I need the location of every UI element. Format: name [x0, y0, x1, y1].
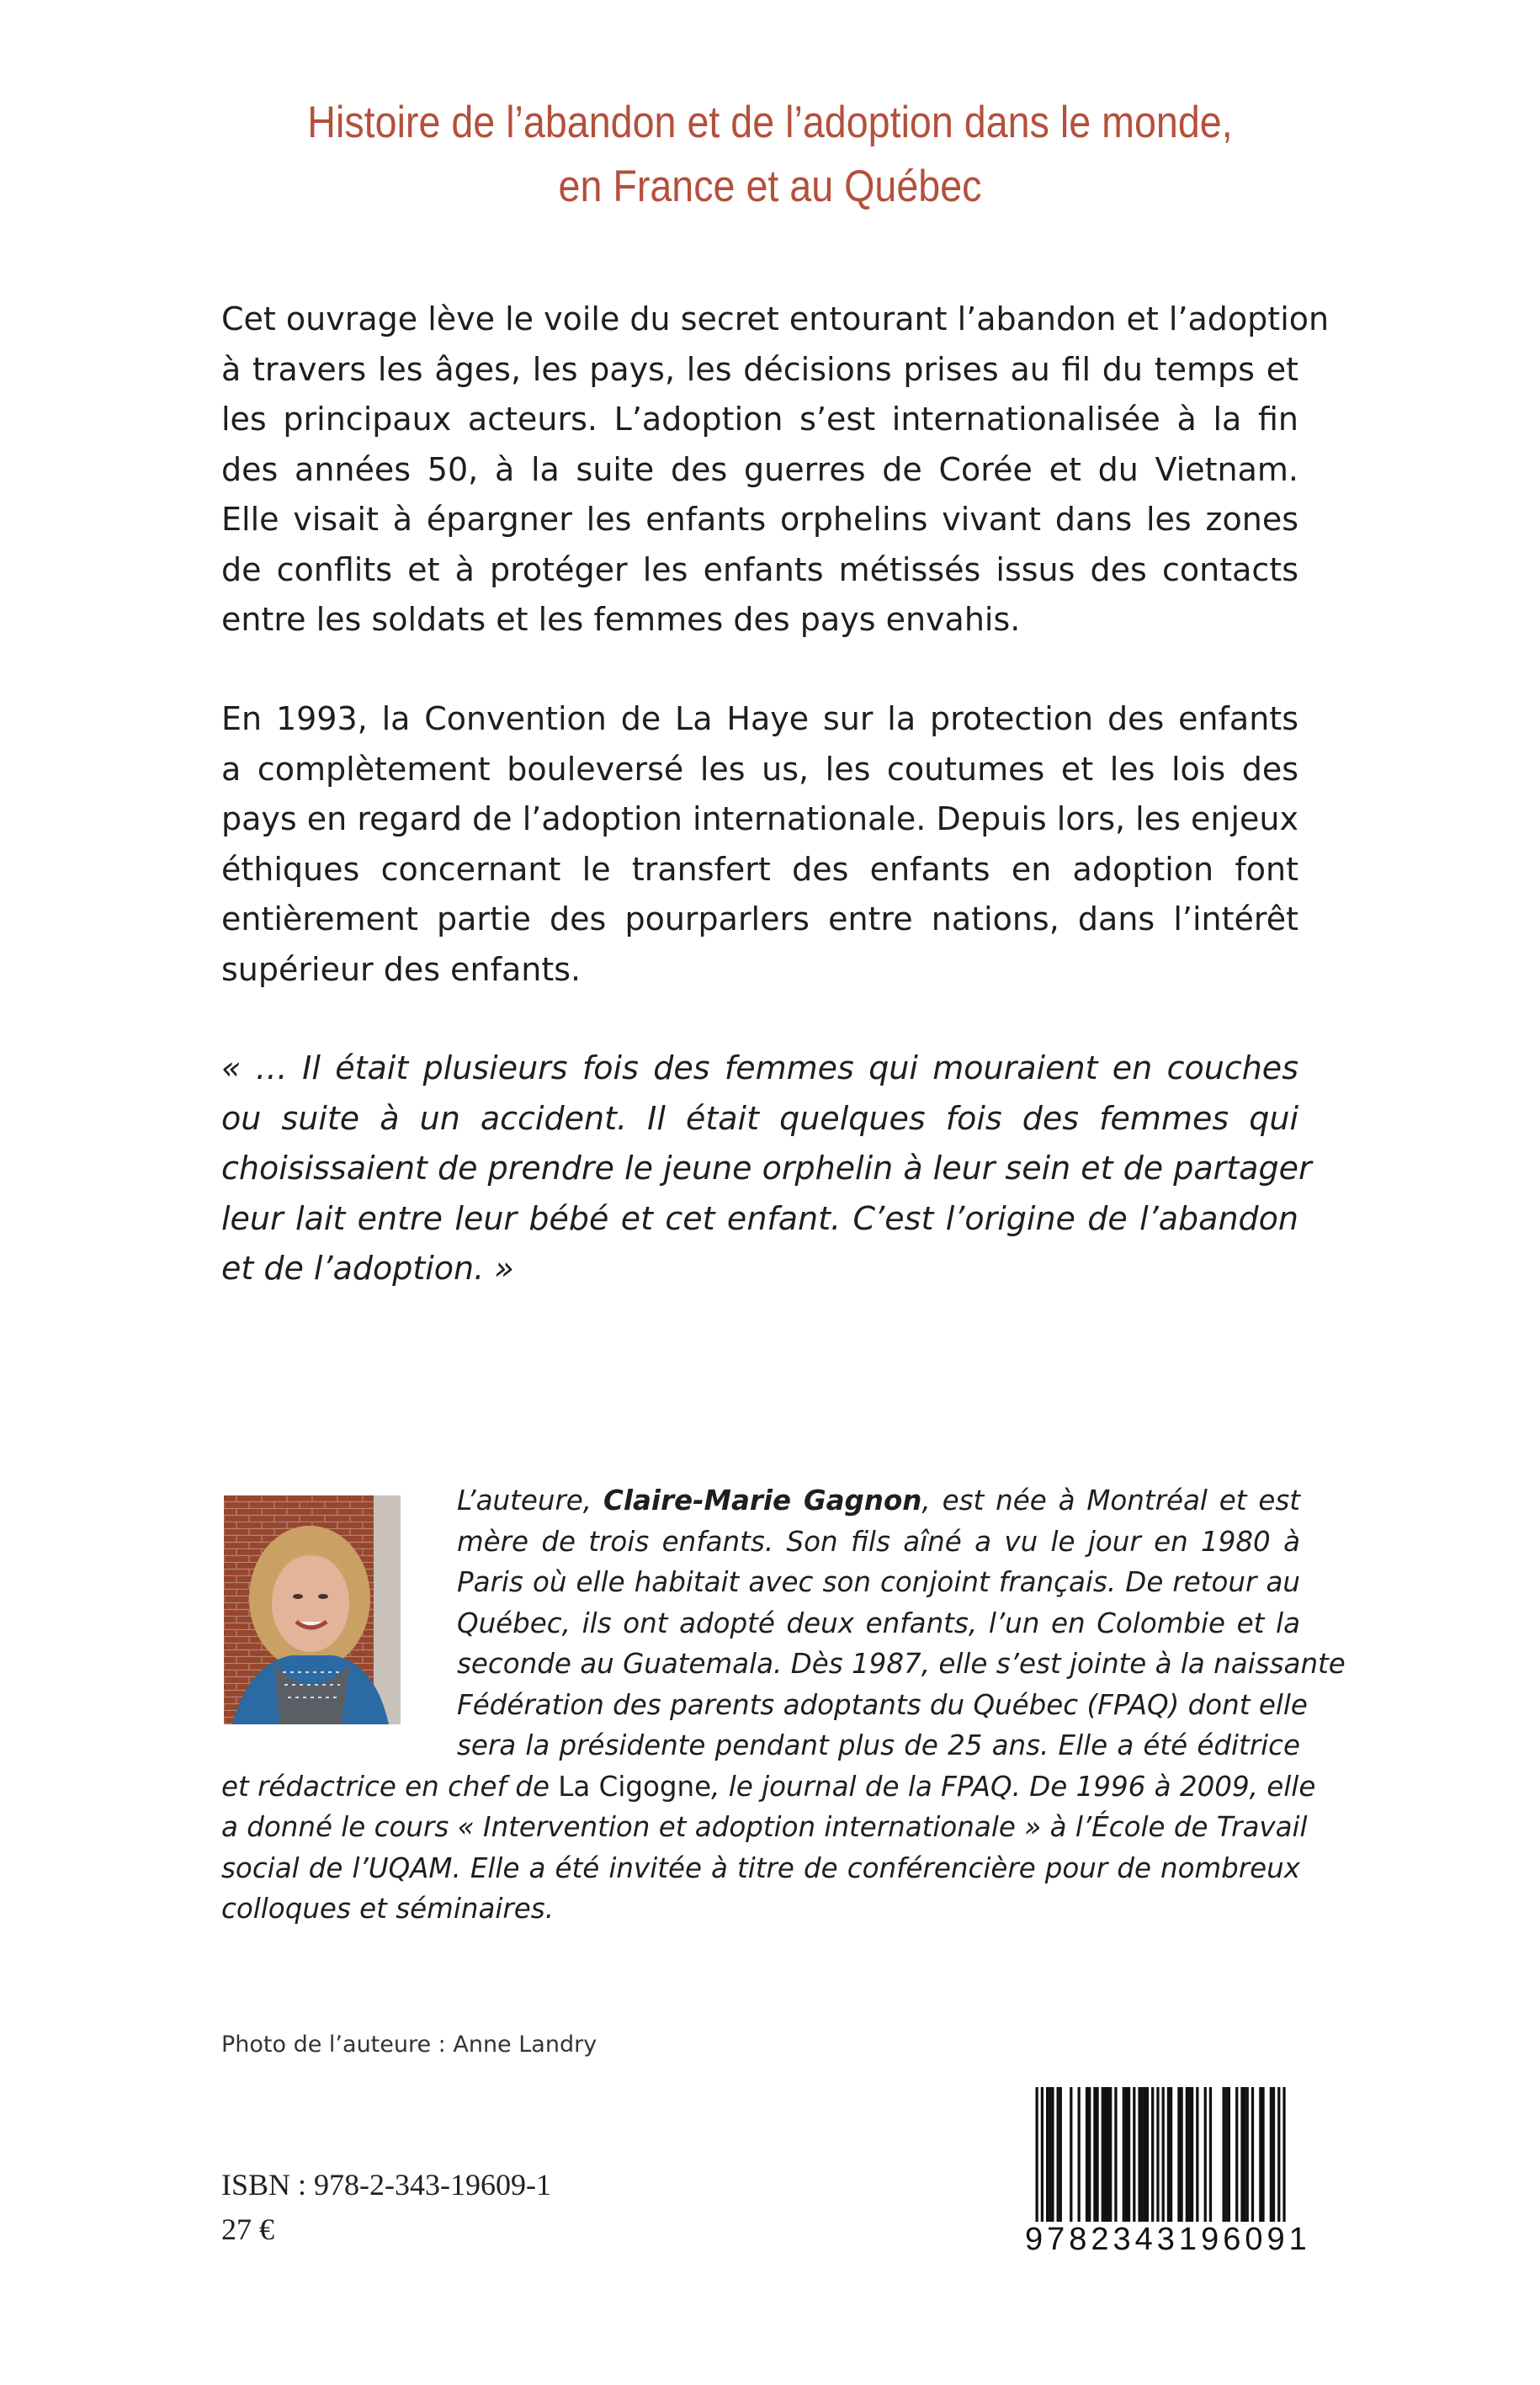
title-line-1: Histoire de l’abandon et de l’adoption dans le monde,: [307, 98, 1233, 147]
bio-text: L’auteure,: [457, 1485, 603, 1517]
author-bio: [221, 1480, 1346, 1930]
text-line: à travers les âges, les pays, les décisions prises au fil du temps et: [221, 350, 1298, 388]
text-line: les principaux acteurs. L’adoption s’est internationalisée à la fin: [221, 401, 1298, 438]
text-line: entre les soldats et les femmes des pays envahis.: [221, 601, 1021, 638]
text-line: Cet ouvrage lève le voile du secret entourant l’abandon et l’adoption: [221, 300, 1330, 337]
bio-line: seconde au Guatemala. Dès 1987, elle s’est jointe à la naissante: [457, 1648, 1346, 1680]
bio-line: Québec, ils ont adopté deux enfants, l’un en Colombie et la: [457, 1607, 1300, 1639]
title-line-2: en France et au Québec: [558, 162, 982, 211]
bio-line: colloques et séminaires.: [221, 1893, 555, 1925]
bio-line: [221, 1766, 1316, 1808]
bio-line: Fédération des parents adoptants du Québec (FPAQ) dont elle: [457, 1688, 1308, 1721]
text-line: Elle visait à épargner les enfants orphelins vivant dans les zones: [221, 501, 1298, 538]
quote-line: leur lait entre leur bébé et cet enfant. C’est l’origine de l’abandon: [221, 1199, 1298, 1237]
bio-line: Paris où elle habitait avec son conjoint français. De retour au: [457, 1566, 1300, 1598]
quote-line: « … Il était plusieurs fois des femmes qui mouraient en couches: [221, 1049, 1298, 1086]
bio-text: et rédactrice en chef de: [221, 1770, 559, 1803]
bio-line: mère de trois enfants. Son fils aîné a vu le jour en 1980 à: [457, 1525, 1300, 1558]
photo-credit: Photo de l’auteure : Anne Landry: [221, 2032, 597, 2058]
author-name: Claire-Marie Gagnon: [603, 1485, 922, 1517]
text-line: En 1993, la Convention de La Haye sur la protection des enfants: [221, 700, 1298, 737]
bio-line: sera la présidente pendant plus de 25 ans. Elle a été éditrice: [457, 1729, 1300, 1761]
quote-excerpt: [221, 1044, 1312, 1294]
text-line: de conflits et à protéger les enfants métissés issus des contacts: [221, 550, 1298, 588]
bio-line: social de l’UQAM. Elle a été invitée à titre de conférencière pour de nombreux: [221, 1851, 1300, 1884]
journal-name: La Cigogne: [558, 1770, 712, 1803]
text-line: des années 50, à la suite des guerres de Corée et du Vietnam.: [221, 450, 1298, 488]
book-title: [204, 91, 1336, 219]
bio-text: , le journal de la FPAQ. De 1996 à 2009, elle: [711, 1770, 1316, 1803]
bio-line: [457, 1480, 1300, 1522]
text-line: éthiques concernant le transfert des enfants en adoption font: [221, 850, 1298, 888]
barcode-digits: 9782343196091: [1025, 2222, 1311, 2257]
quote-line: et de l’adoption. »: [221, 1250, 514, 1287]
summary-paragraph-2: [221, 694, 1298, 995]
price: 27 €: [221, 2212, 274, 2246]
quote-line: ou suite à un accident. Il était quelques fois des femmes qui: [221, 1099, 1298, 1137]
text-line: entièrement partie des pourparlers entre nations, dans l’intérêt: [221, 900, 1298, 938]
quote-line: choisissaient de prendre le jeune orphelin à leur sein et de partager: [221, 1150, 1312, 1187]
text-line: a complètement bouleversé les us, les coutumes et les lois des: [221, 750, 1298, 788]
bio-text: , est née à Montréal et est: [921, 1485, 1301, 1517]
summary-paragraph-1: [221, 295, 1330, 645]
bio-line: a donné le cours « Intervention et adoption internationale » à l’École de Travail: [221, 1811, 1308, 1843]
text-line: pays en regard de l’adoption internationale. Depuis lors, les enjeux: [221, 800, 1298, 837]
isbn: ISBN : 978-2-343-19609-1: [221, 2168, 551, 2202]
text-line: supérieur des enfants.: [221, 950, 581, 988]
